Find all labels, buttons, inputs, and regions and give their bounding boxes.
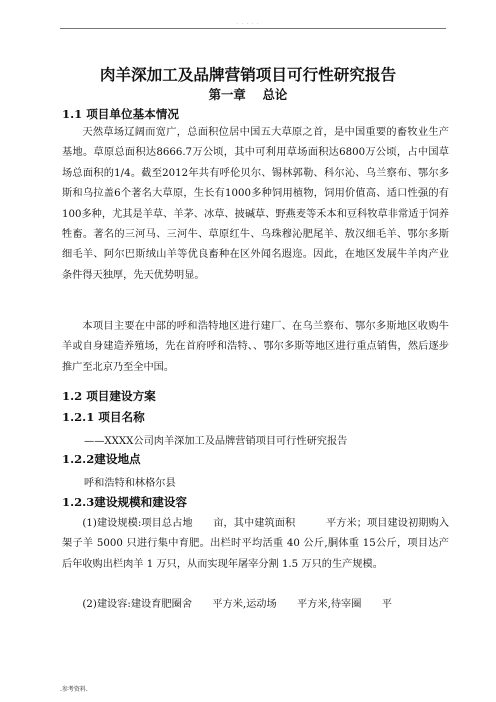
section-1-2-3-paragraph-2: (2)建设容:建设育肥圈舍 平方米,运动场 平方米,待宰圈 平 — [82, 599, 392, 610]
section-1-2-heading: 1.2 项目建设方案 — [62, 389, 156, 403]
section-1-1-paragraph-2: 本项目主要在中部的呼和浩特地区进行建厂、在乌兰察布、鄂尔多斯地区收购牛羊或自身建造养殖场，先在首府呼和浩特、、鄂尔多斯等地区进行重点销售，然后逐步推广至北京乃至全中国。 — [62, 321, 449, 373]
section-1-2-2-heading: 1.2.2建设地点 — [62, 452, 141, 466]
page-header: . . . . . — [236, 20, 260, 26]
section-1-1-heading: 1.1 项目单位基本情况 — [62, 107, 179, 121]
section-1-2-3-heading: 1.2.3建设规模和建设容 — [62, 495, 188, 509]
header-rule — [60, 28, 446, 29]
location-text: 呼和浩特和林格尔县 — [84, 478, 176, 489]
document-title: 肉羊深加工及品牌营销项目可行性研究报告 — [99, 65, 397, 84]
chapter-heading: 第一章 总论 — [208, 87, 288, 102]
section-1-2-1-heading: 1.2.1 项目名称 — [62, 410, 145, 424]
page-footer: .参考资料. — [60, 686, 88, 693]
section-1-2-3-paragraph-1: (1)建设规模:项目总占地 亩，其中建筑面积 平方米；项目建设初期购入架子羊 5000 只进行集中育肥。出栏时平均活重 40 公斤,胴体重 15公斤，项目达产后年收购出栏肉羊 1 万只，从而实现年屠宰分割 1.5 万只的生产规模。 — [62, 518, 449, 570]
project-name-text: ——XXXX公司肉羊深加工及品牌营销项目可行性研究报告 — [84, 436, 348, 447]
section-1-1-paragraph-1: 天然草场辽阔而宽广，总面积位居中国五大草原之首，是中国重要的畜牧业生产基地。草原总面积达8666.7万公顷，其中可利用草场面积达6800万公顷，占中国草场总面积的1/4。截至2012年共有呼伦贝尔、锡林郭勒、科尔沁、乌兰察布、鄂尔多斯和乌拉盖6个著名大草原，生长有1000多种饲用植物，饲用价值高、适口性强的有100多种，尤其是羊草、羊茅、冰草、披碱草、野燕麦等禾本和豆科牧草非常适于饲养牲畜。著名的三河马、三河牛、草原红牛、乌珠穆沁肥尾羊、敖汉细毛羊、鄂尔多斯细毛羊、阿尔巴斯绒山羊等优良畜种在区外闻名遐迩。因此，在地区发展牛羊肉产业条件得天独厚，先天优势明显。 — [62, 127, 449, 281]
